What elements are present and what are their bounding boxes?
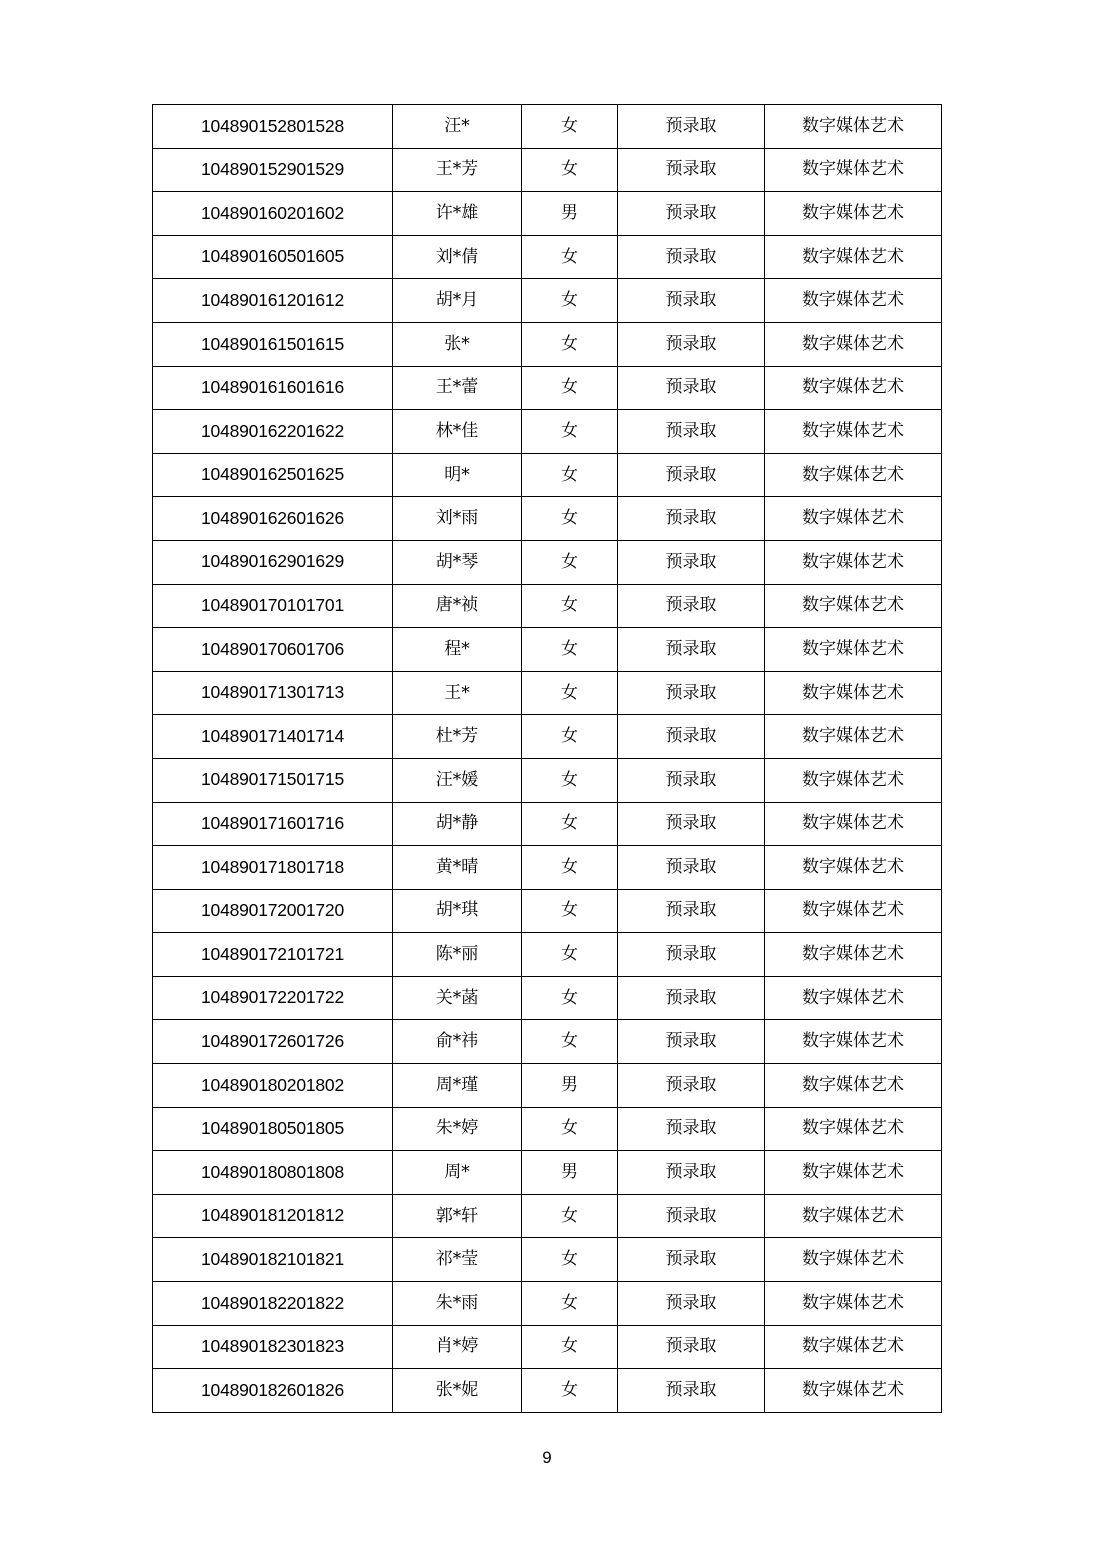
cell-major: 数字媒体艺术	[765, 192, 942, 236]
cell-major: 数字媒体艺术	[765, 366, 942, 410]
cell-status: 预录取	[618, 366, 765, 410]
cell-name: 陈*丽	[393, 933, 522, 977]
table-row	[153, 279, 942, 323]
cell-name: 王*	[393, 671, 522, 715]
cell-major: 数字媒体艺术	[765, 235, 942, 279]
cell-major: 数字媒体艺术	[765, 540, 942, 584]
table-row	[153, 846, 942, 890]
cell-gender: 女	[522, 1194, 618, 1238]
cell-name: 胡*静	[393, 802, 522, 846]
cell-status: 预录取	[618, 584, 765, 628]
cell-major: 数字媒体艺术	[765, 1369, 942, 1413]
cell-major: 数字媒体艺术	[765, 584, 942, 628]
table-row	[153, 758, 942, 802]
cell-gender: 女	[522, 322, 618, 366]
cell-candidate-id: 104890182601826	[153, 1369, 393, 1413]
cell-candidate-id: 104890172201722	[153, 976, 393, 1020]
cell-name: 周*瑾	[393, 1064, 522, 1108]
cell-candidate-id: 104890171401714	[153, 715, 393, 759]
cell-major: 数字媒体艺术	[765, 279, 942, 323]
cell-status: 预录取	[618, 1020, 765, 1064]
cell-gender: 女	[522, 235, 618, 279]
cell-candidate-id: 104890180201802	[153, 1064, 393, 1108]
cell-major: 数字媒体艺术	[765, 1107, 942, 1151]
cell-candidate-id: 104890171301713	[153, 671, 393, 715]
cell-status: 预录取	[618, 1369, 765, 1413]
table-row	[153, 453, 942, 497]
cell-candidate-id: 104890182301823	[153, 1325, 393, 1369]
cell-major: 数字媒体艺术	[765, 1151, 942, 1195]
cell-gender: 男	[522, 1151, 618, 1195]
table-row	[153, 933, 942, 977]
admission-table	[152, 104, 942, 1413]
cell-candidate-id: 104890171801718	[153, 846, 393, 890]
cell-major: 数字媒体艺术	[765, 410, 942, 454]
table-row	[153, 628, 942, 672]
table-row	[153, 1238, 942, 1282]
cell-status: 预录取	[618, 628, 765, 672]
cell-name: 关*菡	[393, 976, 522, 1020]
table-row	[153, 889, 942, 933]
cell-gender: 女	[522, 758, 618, 802]
cell-candidate-id: 104890160501605	[153, 235, 393, 279]
cell-name: 黄*晴	[393, 846, 522, 890]
cell-name: 张*妮	[393, 1369, 522, 1413]
cell-status: 预录取	[618, 976, 765, 1020]
cell-name: 朱*雨	[393, 1282, 522, 1326]
cell-name: 朱*婷	[393, 1107, 522, 1151]
cell-candidate-id: 104890161201612	[153, 279, 393, 323]
cell-status: 预录取	[618, 889, 765, 933]
cell-name: 刘*倩	[393, 235, 522, 279]
cell-gender: 女	[522, 584, 618, 628]
cell-major: 数字媒体艺术	[765, 1020, 942, 1064]
admission-table-body	[153, 105, 942, 1413]
cell-name: 张*	[393, 322, 522, 366]
cell-major: 数字媒体艺术	[765, 1194, 942, 1238]
cell-name: 汪*媛	[393, 758, 522, 802]
cell-name: 明*	[393, 453, 522, 497]
table-row	[153, 1194, 942, 1238]
cell-major: 数字媒体艺术	[765, 148, 942, 192]
cell-name: 胡*琪	[393, 889, 522, 933]
cell-candidate-id: 104890172001720	[153, 889, 393, 933]
table-row	[153, 1107, 942, 1151]
cell-name: 祁*莹	[393, 1238, 522, 1282]
table-row	[153, 976, 942, 1020]
cell-status: 预录取	[618, 715, 765, 759]
cell-status: 预录取	[618, 802, 765, 846]
page-number: 9	[542, 1448, 552, 1467]
cell-major: 数字媒体艺术	[765, 889, 942, 933]
cell-name: 王*蕾	[393, 366, 522, 410]
cell-major: 数字媒体艺术	[765, 758, 942, 802]
cell-name: 肖*婷	[393, 1325, 522, 1369]
cell-gender: 男	[522, 1064, 618, 1108]
cell-status: 预录取	[618, 1238, 765, 1282]
cell-gender: 女	[522, 846, 618, 890]
cell-gender: 女	[522, 1369, 618, 1413]
cell-candidate-id: 104890170601706	[153, 628, 393, 672]
cell-gender: 女	[522, 933, 618, 977]
cell-name: 王*芳	[393, 148, 522, 192]
table-row	[153, 366, 942, 410]
cell-gender: 女	[522, 802, 618, 846]
cell-major: 数字媒体艺术	[765, 933, 942, 977]
cell-status: 预录取	[618, 540, 765, 584]
table-row	[153, 1369, 942, 1413]
cell-candidate-id: 104890172601726	[153, 1020, 393, 1064]
cell-major: 数字媒体艺术	[765, 497, 942, 541]
cell-candidate-id: 104890182201822	[153, 1282, 393, 1326]
table-row	[153, 410, 942, 454]
cell-candidate-id: 104890160201602	[153, 192, 393, 236]
table-row	[153, 1151, 942, 1195]
table-row	[153, 235, 942, 279]
cell-candidate-id: 104890162201622	[153, 410, 393, 454]
cell-name: 周*	[393, 1151, 522, 1195]
cell-status: 预录取	[618, 497, 765, 541]
cell-major: 数字媒体艺术	[765, 802, 942, 846]
cell-candidate-id: 104890182101821	[153, 1238, 393, 1282]
cell-gender: 女	[522, 148, 618, 192]
cell-gender: 女	[522, 889, 618, 933]
cell-major: 数字媒体艺术	[765, 976, 942, 1020]
cell-name: 杜*芳	[393, 715, 522, 759]
cell-major: 数字媒体艺术	[765, 1282, 942, 1326]
cell-gender: 女	[522, 1282, 618, 1326]
table-row	[153, 105, 942, 149]
cell-status: 预录取	[618, 235, 765, 279]
cell-name: 许*雄	[393, 192, 522, 236]
table-row	[153, 584, 942, 628]
table-row	[153, 715, 942, 759]
cell-candidate-id: 104890172101721	[153, 933, 393, 977]
cell-status: 预录取	[618, 1325, 765, 1369]
cell-status: 预录取	[618, 105, 765, 149]
cell-name: 俞*祎	[393, 1020, 522, 1064]
cell-gender: 女	[522, 453, 618, 497]
table-row	[153, 497, 942, 541]
table-row	[153, 802, 942, 846]
cell-candidate-id: 104890180501805	[153, 1107, 393, 1151]
cell-candidate-id: 104890161601616	[153, 366, 393, 410]
table-row	[153, 322, 942, 366]
cell-status: 预录取	[618, 758, 765, 802]
cell-name: 程*	[393, 628, 522, 672]
cell-major: 数字媒体艺术	[765, 628, 942, 672]
cell-name: 唐*祯	[393, 584, 522, 628]
cell-gender: 女	[522, 671, 618, 715]
cell-status: 预录取	[618, 192, 765, 236]
cell-gender: 女	[522, 1325, 618, 1369]
table-row	[153, 192, 942, 236]
cell-status: 预录取	[618, 279, 765, 323]
cell-gender: 女	[522, 105, 618, 149]
table-row	[153, 1325, 942, 1369]
cell-gender: 女	[522, 715, 618, 759]
cell-status: 预录取	[618, 1107, 765, 1151]
cell-major: 数字媒体艺术	[765, 846, 942, 890]
cell-name: 胡*琴	[393, 540, 522, 584]
cell-gender: 男	[522, 192, 618, 236]
table-row	[153, 148, 942, 192]
cell-name: 刘*雨	[393, 497, 522, 541]
cell-name: 郭*轩	[393, 1194, 522, 1238]
cell-major: 数字媒体艺术	[765, 322, 942, 366]
table-row	[153, 671, 942, 715]
table-row	[153, 1020, 942, 1064]
cell-status: 预录取	[618, 846, 765, 890]
cell-candidate-id: 104890162601626	[153, 497, 393, 541]
cell-major: 数字媒体艺术	[765, 453, 942, 497]
cell-status: 预录取	[618, 410, 765, 454]
cell-major: 数字媒体艺术	[765, 105, 942, 149]
table-row	[153, 1282, 942, 1326]
table-row	[153, 1064, 942, 1108]
cell-gender: 女	[522, 628, 618, 672]
cell-candidate-id: 104890170101701	[153, 584, 393, 628]
table-row	[153, 540, 942, 584]
cell-gender: 女	[522, 976, 618, 1020]
cell-candidate-id: 104890161501615	[153, 322, 393, 366]
cell-candidate-id: 104890162901629	[153, 540, 393, 584]
cell-gender: 女	[522, 1238, 618, 1282]
cell-candidate-id: 104890181201812	[153, 1194, 393, 1238]
cell-major: 数字媒体艺术	[765, 1325, 942, 1369]
cell-gender: 女	[522, 1020, 618, 1064]
cell-status: 预录取	[618, 1151, 765, 1195]
cell-name: 林*佳	[393, 410, 522, 454]
cell-status: 预录取	[618, 453, 765, 497]
cell-status: 预录取	[618, 1194, 765, 1238]
cell-candidate-id: 104890180801808	[153, 1151, 393, 1195]
cell-name: 胡*月	[393, 279, 522, 323]
cell-gender: 女	[522, 497, 618, 541]
cell-major: 数字媒体艺术	[765, 1064, 942, 1108]
cell-status: 预录取	[618, 671, 765, 715]
cell-major: 数字媒体艺术	[765, 671, 942, 715]
cell-gender: 女	[522, 540, 618, 584]
cell-gender: 女	[522, 279, 618, 323]
cell-name: 汪*	[393, 105, 522, 149]
cell-candidate-id: 104890152801528	[153, 105, 393, 149]
cell-major: 数字媒体艺术	[765, 715, 942, 759]
cell-status: 预录取	[618, 322, 765, 366]
cell-candidate-id: 104890162501625	[153, 453, 393, 497]
cell-gender: 女	[522, 366, 618, 410]
cell-candidate-id: 104890171501715	[153, 758, 393, 802]
cell-major: 数字媒体艺术	[765, 1238, 942, 1282]
cell-status: 预录取	[618, 148, 765, 192]
cell-gender: 女	[522, 410, 618, 454]
cell-gender: 女	[522, 1107, 618, 1151]
cell-candidate-id: 104890171601716	[153, 802, 393, 846]
cell-status: 预录取	[618, 1282, 765, 1326]
cell-candidate-id: 104890152901529	[153, 148, 393, 192]
cell-status: 预录取	[618, 1064, 765, 1108]
cell-status: 预录取	[618, 933, 765, 977]
